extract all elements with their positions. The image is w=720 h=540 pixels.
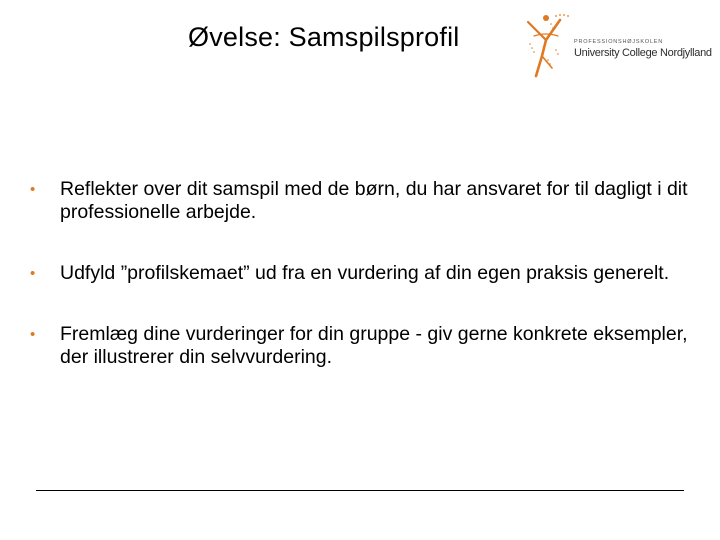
logo-name: University College Nordjylland bbox=[574, 47, 712, 59]
bullet-list bbox=[30, 178, 690, 407]
slide-title: Øvelse: Samspilsprofil bbox=[188, 22, 460, 52]
ucn-logo bbox=[522, 10, 714, 82]
logo-figure-icon bbox=[522, 10, 574, 80]
bullet-marker: • bbox=[30, 265, 36, 282]
bullet-marker: • bbox=[30, 326, 36, 343]
footer-divider bbox=[36, 490, 684, 491]
list-item bbox=[30, 178, 690, 224]
bullet-text: Reflekter over dit samspil med de børn, du har ansvaret for til dagligt i dit professionelle arbejde. bbox=[60, 178, 688, 223]
list-item bbox=[30, 323, 690, 369]
bullet-marker: • bbox=[30, 181, 36, 198]
logo-subtitle: PROFESSIONSHØJSKOLEN bbox=[574, 39, 664, 45]
bullet-text: Udfyld ”profilskemaet” ud fra en vurdering af din egen praksis generelt. bbox=[60, 262, 670, 284]
list-item bbox=[30, 262, 690, 285]
bullet-text: Fremlæg dine vurderinger for din gruppe - giv gerne konkrete eksempler, der illustrerer din selvvurdering. bbox=[60, 323, 688, 368]
